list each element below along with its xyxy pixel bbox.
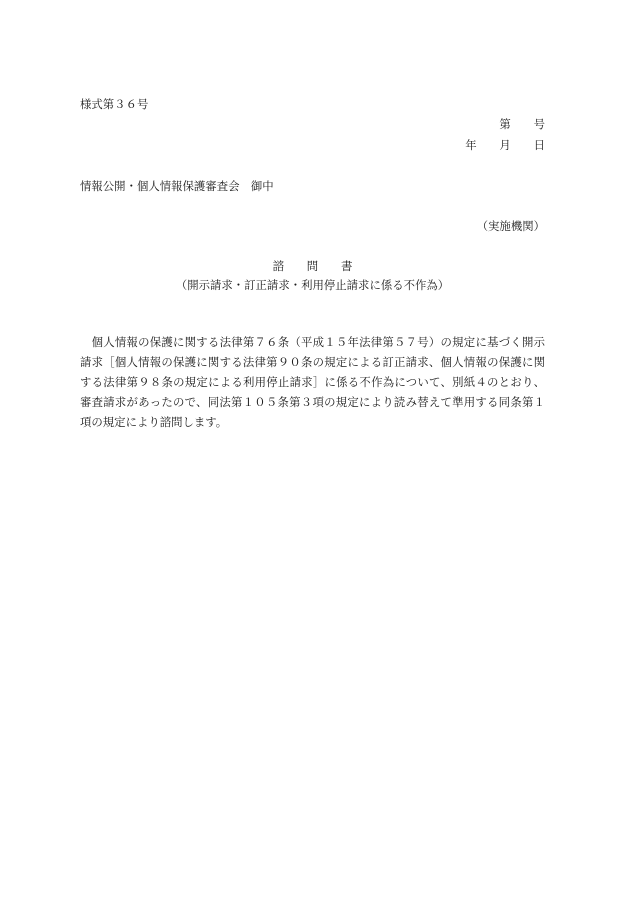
document-number-line: 第 号 [499,117,545,131]
document-title: 諮 問 書 [272,259,353,273]
body-line: 請求［個人情報の保護に関する法律第９０条の規定による訂正請求、個人情報の保護に関 [80,355,545,369]
body-line: 個人情報の保護に関する法律第７６条（平成１５年法律第５７号）の規定に基づく開示 [80,335,545,349]
implementing-agency: （実施機関） [476,219,545,233]
addressee: 情報公開・個人情報保護審査会 御中 [80,179,274,193]
body-line: 項の規定により諮問します。 [80,415,228,429]
body-paragraph [80,332,545,432]
document-subtitle: （開示請求・訂正請求・利用停止請求に係る不作為） [175,278,450,292]
form-number: 様式第３６号 [80,97,149,111]
body-line: 審査請求があったので、同法第１０５条第３項の規定により読み替えて準用する同条第１ [80,395,545,409]
body-line: する法律第９８条の規定による利用停止請求］に係る不作為について、別紙４のとおり、 [80,375,545,389]
date-line: 年 月 日 [465,138,545,152]
